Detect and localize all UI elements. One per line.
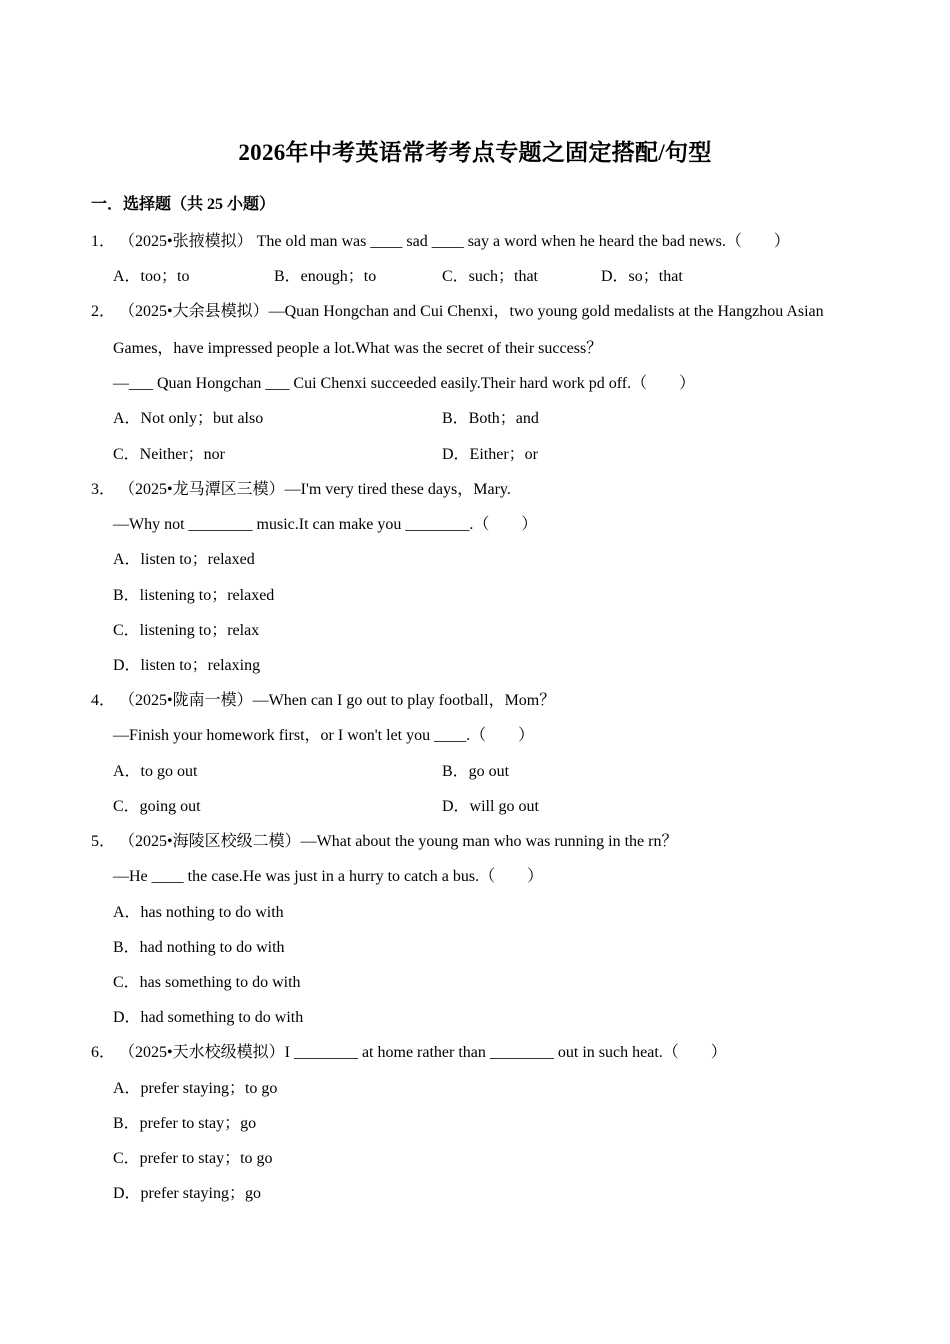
question-source: （2025•大余县模拟） xyxy=(119,303,269,320)
question-1 xyxy=(91,228,790,251)
question-stem-line-2: —Why not ________ music.It can make you ________.（ ） xyxy=(113,516,538,533)
question-stem-line-2: —He ____ the case.He was just in a hurry to catch a bus.（ ） xyxy=(113,868,544,885)
section-heading: 一．选择题（共 25 小题） xyxy=(91,196,276,213)
question-source: （2025•龙马潭区三模） xyxy=(119,481,285,498)
question-stem: —Quan Hongchan and Cui Chenxi，two young gold medalists at the Hangzhou Asian xyxy=(268,303,824,320)
question-stem-line-2: Games，have impressed people a lot.What was the secret of their success？ xyxy=(113,340,603,357)
question-number: 5． xyxy=(91,833,116,850)
question-source: （2025•海陵区校级二模） xyxy=(119,833,301,850)
question-stem: —I'm very tired these days，Mary. xyxy=(284,481,511,498)
question-number: 4． xyxy=(91,692,116,709)
option-c: C．listening to；relax xyxy=(113,622,260,639)
question-number: 1． xyxy=(91,233,116,250)
option-b: B．listening to；relaxed xyxy=(113,587,275,604)
option-d: D．Either；or xyxy=(442,446,538,463)
option-b: B．go out xyxy=(442,763,510,780)
question-stem: The old man was ____ sad ____ say a word when he heard the bad news.（ ） xyxy=(256,233,790,250)
option-c: C．going out xyxy=(113,798,201,815)
option-d: D．listen to；relaxing xyxy=(113,657,261,674)
option-a: A．has nothing to do with xyxy=(113,904,284,921)
option-b: B．prefer to stay；go xyxy=(113,1115,257,1132)
question-number: 6． xyxy=(91,1044,116,1061)
option-b: B．Both；and xyxy=(442,410,539,427)
question-4 xyxy=(91,687,555,710)
option-c: C．prefer to stay；to go xyxy=(113,1150,273,1167)
question-2 xyxy=(91,298,824,321)
question-5 xyxy=(91,828,677,851)
option-d: D．prefer staying；go xyxy=(113,1185,261,1202)
option-d: D．so；that xyxy=(601,268,683,285)
document-title: 2026年中考英语常考考点专题之固定搭配/句型 xyxy=(238,140,712,165)
question-stem: I ________ at home rather than ________ out in such heat.（ ） xyxy=(284,1044,727,1061)
option-d: D．had something to do with xyxy=(113,1009,304,1026)
question-source: （2025•陇南一模） xyxy=(119,692,253,709)
option-c: C．Neither；nor xyxy=(113,446,225,463)
option-c: C．has something to do with xyxy=(113,974,301,991)
option-a: A．Not only；but also xyxy=(113,410,264,427)
question-source: （2025•天水校级模拟） xyxy=(119,1044,285,1061)
question-number: 3． xyxy=(91,481,116,498)
option-a: A．prefer staying；to go xyxy=(113,1080,278,1097)
question-stem-line-3: —___ Quan Hongchan ___ Cui Chenxi succeeded easily.Their hard work pd off.（ ） xyxy=(113,375,696,392)
option-a: A．listen to；relaxed xyxy=(113,551,255,568)
option-a: A．to go out xyxy=(113,763,198,780)
question-source: （2025•张掖模拟） xyxy=(119,233,253,250)
option-d: D．will go out xyxy=(442,798,539,815)
question-number: 2． xyxy=(91,303,116,320)
option-b: B．had nothing to do with xyxy=(113,939,285,956)
option-a: A．too；to xyxy=(113,268,190,285)
option-b: B．enough；to xyxy=(274,268,377,285)
question-stem-line-2: —Finish your homework first，or I won't let you ____.（ ） xyxy=(113,727,535,744)
question-stem: —What about the young man who was running in the rn？ xyxy=(300,833,678,850)
question-6 xyxy=(91,1039,727,1062)
option-c: C．such；that xyxy=(442,268,538,285)
question-stem: —When can I go out to play football，Mom？ xyxy=(252,692,556,709)
question-3 xyxy=(91,476,511,499)
